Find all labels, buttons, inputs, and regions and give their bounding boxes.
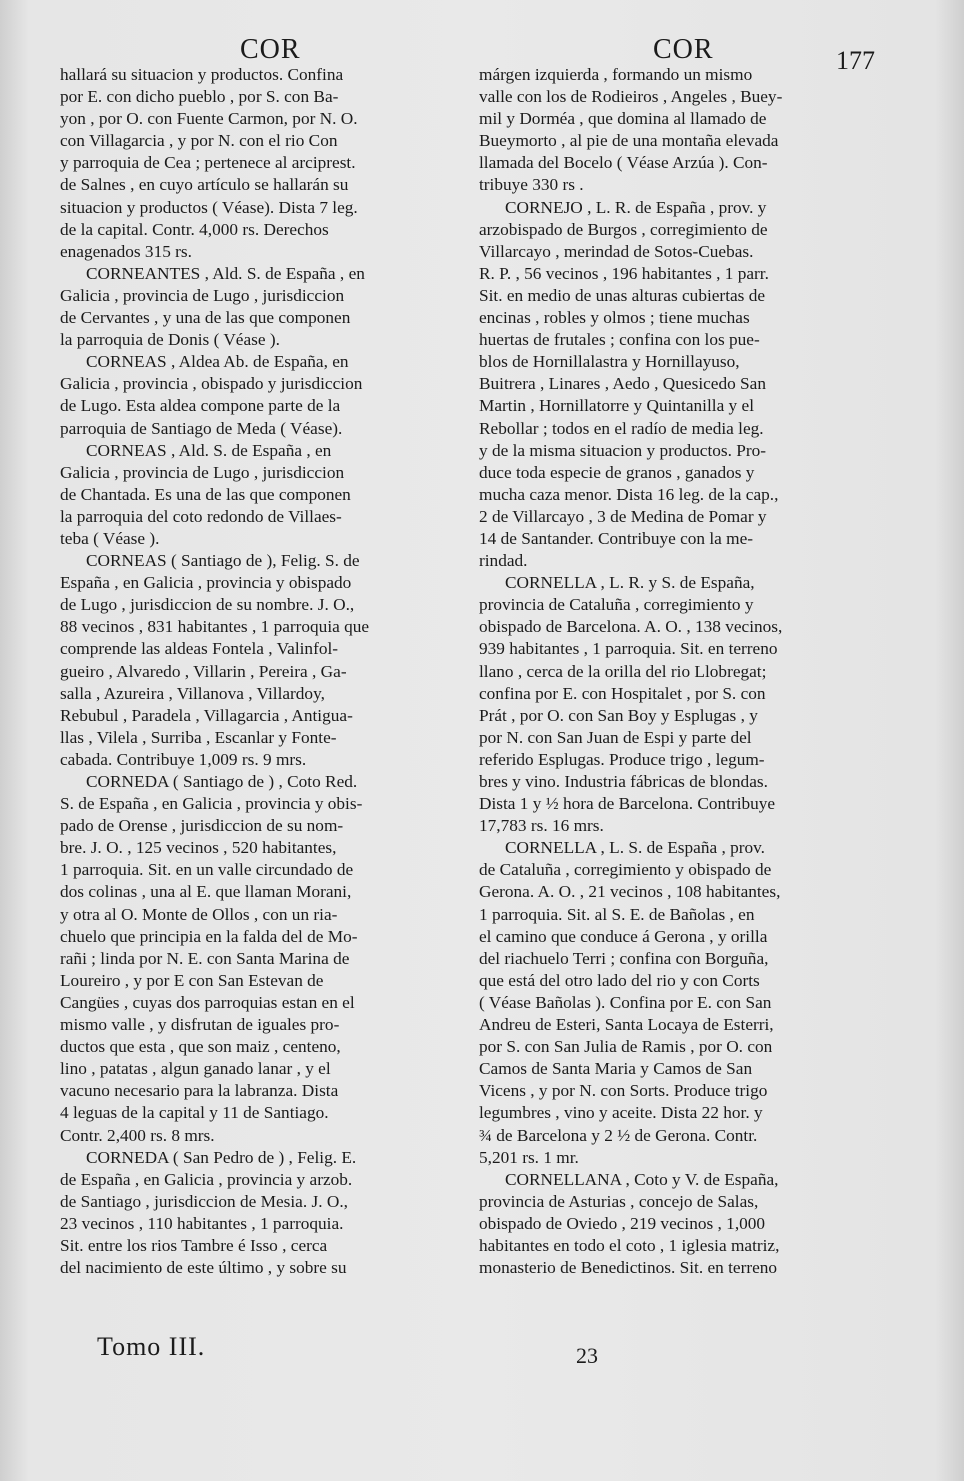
text-line: S. de España , en Galicia , provincia y obis- — [60, 794, 363, 814]
text-line: de España , en Galicia , provincia y arzob. — [60, 1169, 353, 1189]
text-line: 939 habitantes , 1 parroquia. Sit. en terreno — [479, 639, 778, 659]
text-line: Galicia , provincia de Lugo , jurisdiccion — [60, 462, 345, 482]
text-line: hallará su situacion y productos. Confina — [60, 65, 344, 84]
text-line: obispado de Oviedo , 219 vecinos , 1,000 — [479, 1213, 766, 1233]
text-line: dos colinas , una al E. que llaman Morani, — [60, 882, 352, 902]
text-line: salla , Azureira , Villanova , Villardoy, — [60, 683, 325, 703]
printer-signature: 23 — [576, 1343, 598, 1368]
text-line: 23 vecinos , 110 habitantes , 1 parroquia. — [60, 1213, 344, 1233]
text-line: y parroquia de Cea ; pertenece al arciprest. — [60, 153, 356, 173]
text-line: por E. con dicho pueblo , por S. con Ba- — [60, 87, 339, 107]
text-line: ( Véase Bañolas ). Confina por E. con San — [479, 992, 772, 1012]
text-line: arzobispado de Burgos , corregimiento de — [479, 219, 768, 239]
text-line: de la capital. Contr. 4,000 rs. Derechos — [60, 219, 329, 239]
text-line: Sit. entre los rios Tambre é Isso , cerca — [60, 1235, 328, 1255]
text-line: llano , cerca de la orilla del rio Llobregat; — [479, 661, 767, 681]
text-line: provincia de Asturias , concejo de Salas, — [479, 1191, 759, 1211]
text-line: de Santiago , jurisdiccion de Mesia. J. O., — [60, 1191, 348, 1211]
text-line: Andreu de Esteri, Santa Locaya de Esterri, — [479, 1015, 774, 1035]
text-line: Buitrera , Linares , Aedo , Quesicedo San — [479, 374, 766, 394]
text-line: la parroquia del coto redondo de Villaes- — [60, 506, 342, 526]
text-line: de Lugo , jurisdiccion de su nombre. J. O., — [60, 595, 355, 615]
text-line: y otra al O. Monte de Ollos , con un ria- — [60, 904, 338, 924]
text-line: Bueymorto , al pie de una montaña elevada — [479, 131, 779, 151]
text-line: yon , por O. con Fuente Carmon, por N. O. — [60, 109, 358, 129]
text-line: Dista 1 y ½ hora de Barcelona. Contribuye — [479, 794, 776, 814]
text-line: provincia de Cataluña , corregimiento y — [479, 595, 754, 615]
text-line: 1 parroquia. Sit. al S. E. de Bañolas , en — [479, 904, 755, 924]
text-line: tribuye 330 rs . — [479, 175, 584, 195]
text-line: por S. con San Julia de Ramis , por O. con — [479, 1037, 773, 1057]
text-line: de Chantada. Es una de las que componen — [60, 484, 351, 504]
text-line: confina por E. con Hospitalet , por S. con — [479, 683, 766, 703]
text-line: mismo valle , y disfrutan de iguales pro- — [60, 1015, 340, 1035]
text-line: comprende las aldeas Fontela , Valinfol- — [60, 639, 339, 659]
text-line: CORNELLA , L. R. y S. de España, — [505, 573, 755, 593]
text-line: bre. J. O. , 125 vecinos , 520 habitantes, — [60, 838, 337, 858]
text-line: del nacimiento de este último , y sobre su — [60, 1258, 347, 1278]
text-line: Contr. 2,400 rs. 8 mrs. — [60, 1125, 215, 1145]
text-line: Gerona. A. O. , 21 vecinos , 108 habitantes, — [479, 882, 781, 902]
text-line: blos de Hornillalastra y Hornillayuso, — [479, 352, 740, 372]
running-head-left: COR — [240, 34, 301, 65]
text-line: cabada. Contribuye 1,009 rs. 9 mrs. — [60, 749, 307, 769]
text-line: Rebollar ; todos en el radío de media leg. — [479, 418, 764, 438]
text-line: parroquia de Santiago de Meda ( Véase). — [60, 418, 343, 438]
text-line: CORNELLANA , Coto y V. de España, — [505, 1169, 779, 1189]
text-line: chuelo que principia en la falda del de Mo- — [60, 926, 358, 946]
text-line: CORNELLA , L. S. de España , prov. — [505, 838, 765, 858]
text-line: rindad. — [479, 551, 528, 571]
text-line: CORNEDA ( San Pedro de ) , Felig. E. — [86, 1147, 357, 1167]
text-line: de Cataluña , corregimiento y obispado de — [479, 860, 772, 880]
text-line: rañi ; linda por N. E. con Santa Marina de — [60, 948, 350, 968]
text-line: 14 de Santander. Contribuye con la me- — [479, 528, 754, 548]
text-line: llas , Vilela , Surriba , Escanlar y Fonte- — [60, 727, 337, 747]
text-line: encinas , robles y olmos ; tiene muchas — [479, 308, 750, 328]
text-line: situacion y productos ( Véase). Dista 7 leg. — [60, 197, 358, 217]
text-line: 5,201 rs. 1 mr. — [479, 1147, 579, 1167]
text-line: teba ( Véase ). — [60, 528, 160, 548]
text-line: referido Esplugas. Produce trigo , legum- — [479, 749, 765, 769]
text-line: que está del otro lado del rio y con Corts — [479, 970, 760, 990]
text-line: llamada del Bocelo ( Véase Arzúa ). Con- — [479, 153, 768, 173]
text-line: Martin , Hornillatorre y Quintanilla y el — [479, 396, 754, 416]
text-line: CORNEJO , L. R. de España , prov. y — [505, 197, 767, 217]
left-text-column — [60, 64, 448, 1279]
text-line: duce toda especie de granos , ganados y — [479, 462, 755, 482]
text-line: habitantes en todo el coto , 1 iglesia matriz, — [479, 1235, 780, 1255]
text-line: con Villagarcia , y por N. con el rio Con — [60, 131, 338, 151]
text-line: obispado de Barcelona. A. O. , 138 vecinos, — [479, 617, 783, 637]
text-line: 17,783 rs. 16 mrs. — [479, 816, 604, 836]
text-line: valle con los de Rodieiros , Angeles , Buey- — [479, 87, 783, 107]
text-line: la parroquia de Donis ( Véase ). — [60, 330, 280, 350]
text-line: CORNEANTES , Ald. S. de España , en — [86, 263, 365, 283]
text-line: España , en Galicia , provincia y obispado — [60, 573, 352, 593]
text-line: el camino que conduce á Gerona , y orilla — [479, 926, 768, 946]
text-line: mucha caza menor. Dista 16 leg. de la cap., — [479, 484, 779, 504]
text-line: márgen izquierda , formando un mismo — [479, 65, 753, 84]
text-line: ductos que esta , que son maiz , centeno, — [60, 1037, 341, 1057]
text-line: CORNEDA ( Santiago de ) , Coto Red. — [86, 772, 358, 791]
text-line: legumbres , vino y aceite. Dista 22 hor. y — [479, 1103, 763, 1123]
text-line: Sit. en medio de unas alturas cubiertas de — [479, 285, 766, 305]
text-line: Vicens , y por N. con Sorts. Produce trigo — [479, 1081, 768, 1101]
text-line: vacuno necesario para la labranza. Dista — [60, 1081, 339, 1101]
page-number: 177 — [836, 46, 875, 75]
text-line: Rebubul , Paradela , Villagarcia , Antigua- — [60, 705, 353, 725]
text-line: Galicia , provincia , obispado y jurisdiccion — [60, 374, 363, 394]
text-line: 88 vecinos , 831 habitantes , 1 parroquia que — [60, 617, 370, 637]
text-line: R. P. , 56 vecinos , 196 habitantes , 1 parr. — [479, 263, 769, 283]
text-line: CORNEAS , Ald. S. de España , en — [86, 440, 332, 460]
text-line: mil y Dorméa , que domina al llamado de — [479, 109, 767, 129]
text-line: Camos de Santa Maria y Camos de San — [479, 1059, 753, 1079]
text-line: del riachuelo Terri ; confina con Borguña, — [479, 948, 769, 968]
text-line: Villarcayo , merindad de Sotos-Cuebas. — [479, 241, 754, 261]
text-line: ¾ de Barcelona y 2 ½ de Gerona. Contr. — [479, 1125, 758, 1145]
text-line: gueiro , Alvaredo , Villarin , Pereira , Ga- — [60, 661, 347, 681]
text-line: huertas de frutales ; confina con los pue- — [479, 330, 760, 350]
text-line: enagenados 315 rs. — [60, 241, 192, 261]
text-line: Prát , por O. con San Boy y Esplugas , y — [479, 705, 758, 725]
text-line: CORNEAS , Aldea Ab. de España, en — [86, 352, 349, 372]
text-line: lino , patatas , algun ganado lanar , y el — [60, 1059, 331, 1079]
volume-label: Tomo III. — [97, 1332, 206, 1361]
text-line: bres y vino. Industria fábricas de blondas. — [479, 772, 768, 791]
text-line: Cangües , cuyas dos parroquias estan en el — [60, 992, 355, 1012]
right-text-column — [479, 64, 871, 1279]
text-line: 2 de Villarcayo , 3 de Medina de Pomar y — [479, 506, 767, 526]
text-line: monasterio de Benedictinos. Sit. en terreno — [479, 1258, 778, 1278]
text-line: de Salnes , en cuyo artículo se hallarán su — [60, 175, 349, 195]
text-line: por N. con San Juan de Espi y parte del — [479, 727, 752, 747]
text-line: 4 leguas de la capital y 11 de Santiago. — [60, 1103, 329, 1123]
text-line: Galicia , provincia de Lugo , jurisdiccion — [60, 285, 345, 305]
text-line: de Lugo. Esta aldea compone parte de la — [60, 396, 341, 416]
text-line: y de la misma situacion y productos. Pro- — [479, 440, 767, 460]
text-line: de Cervantes , y una de las que componen — [60, 308, 351, 328]
text-line: 1 parroquia. Sit. en un valle circundado de — [60, 860, 354, 880]
text-line: Loureiro , y por E con San Estevan de — [60, 970, 324, 990]
text-line: CORNEAS ( Santiago de ), Felig. S. de — [86, 551, 360, 571]
running-head-right: COR — [653, 34, 714, 65]
text-line: pado de Orense , jurisdiccion de su nom- — [60, 816, 344, 836]
